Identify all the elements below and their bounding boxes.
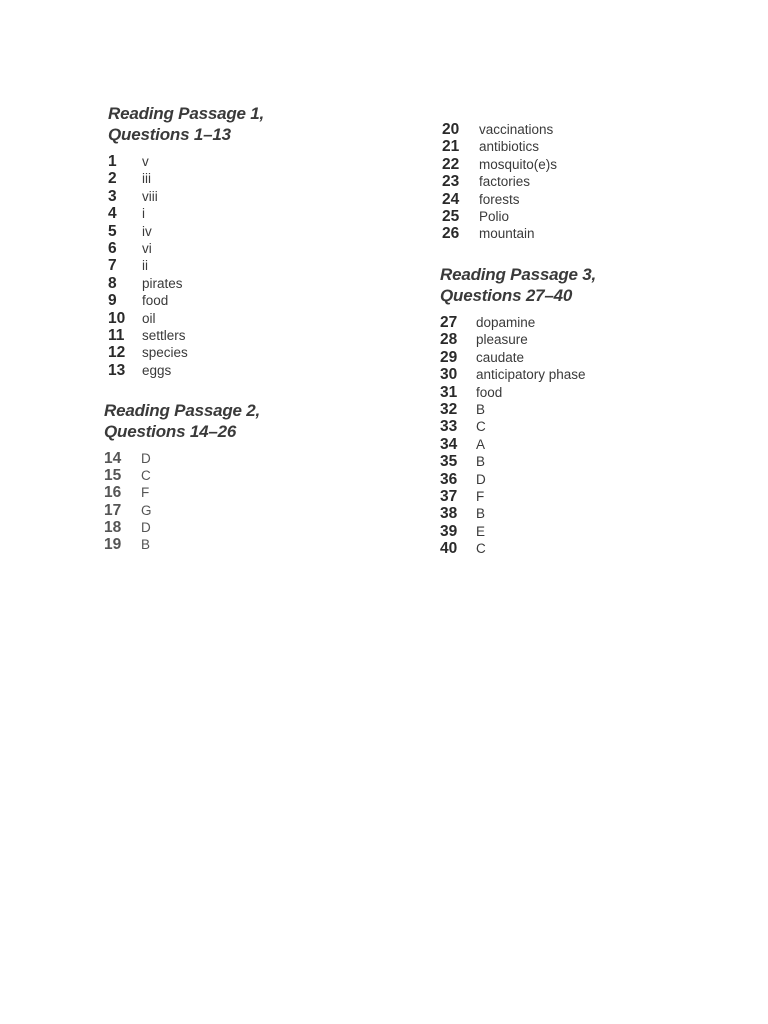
question-number: 19 [104,535,122,553]
answer-row [104,519,260,536]
answer-text: F [476,488,485,504]
answer-text: ii [142,258,148,274]
question-number: 27 [440,314,458,331]
answer-row [440,505,596,522]
question-number: 11 [108,326,125,344]
answer-text: pirates [142,275,183,291]
question-number: 23 [442,173,460,191]
question-number: 14 [104,450,122,467]
question-number: 32 [440,400,458,418]
passage-1-section [108,103,264,379]
answer-text: mountain [479,226,535,242]
question-number: 22 [442,155,460,173]
question-number: 30 [440,366,458,384]
answer-row [442,138,557,155]
answer-text: B [476,454,486,470]
answer-text: caudate [476,349,525,365]
answer-text: food [476,384,503,400]
answer-row [440,418,596,435]
question-number: 16 [104,484,122,502]
answer-text: v [142,154,149,169]
answer-row [108,310,264,327]
answer-row [440,436,596,453]
answer-row [440,349,596,366]
question-number: 13 [108,361,126,379]
question-number: 34 [440,435,458,453]
question-number: 12 [108,344,126,362]
question-number: 24 [442,190,460,208]
answer-row [108,170,264,187]
answer-text: D [141,519,151,535]
answer-text: A [476,436,486,452]
answer-text: settlers [142,327,186,343]
passage-1-title: Reading Passage 1, [108,104,265,123]
answer-text: vi [142,240,152,256]
answer-text: factories [479,174,531,190]
answer-text: C [476,541,486,557]
question-number: 7 [108,257,117,275]
passage-2-heading [104,400,260,442]
answer-text: mosquito(e)s [479,156,558,172]
answer-text: E [476,523,486,539]
answer-text: B [476,506,486,522]
answer-text: food [142,293,169,309]
passage-1-subtitle: Questions 1–13 [108,125,231,144]
answer-row [440,401,596,418]
question-number: 33 [440,418,458,436]
answer-row [440,331,596,348]
question-number: 29 [440,348,458,366]
question-number: 38 [440,505,458,523]
answer-row [442,208,557,225]
answer-row [442,225,557,242]
answer-row [104,450,260,467]
question-number: 2 [108,170,117,188]
answer-text: iv [142,223,152,239]
answer-row [108,240,264,257]
question-number: 8 [108,274,117,292]
answer-text: B [476,401,486,417]
question-number: 18 [104,518,122,536]
question-number: 15 [104,467,122,485]
answer-text: eggs [142,362,172,378]
question-number: 21 [442,138,460,156]
answer-row [104,536,260,553]
answer-text: pleasure [476,332,528,348]
answer-row [108,362,264,379]
question-number: 39 [440,522,458,540]
question-number: 31 [440,383,458,401]
passage-3-heading [440,264,596,306]
answer-text: iii [142,171,151,187]
answer-row [108,292,264,309]
answer-text: D [141,451,151,466]
answer-row [440,384,596,401]
passage-2-answer-list [104,450,260,553]
question-number: 35 [440,453,458,471]
answer-row [442,121,557,138]
answer-row [440,366,596,383]
answer-row [108,257,264,274]
question-number: 37 [440,487,458,505]
passage-3-title: Reading Passage 3, [440,265,597,284]
question-number: 10 [108,309,126,327]
answer-text: anticipatory phase [476,367,586,383]
passage-3-answer-list [440,314,596,557]
question-number: 26 [442,225,460,243]
answer-row [440,523,596,540]
passage-1-heading [108,103,264,145]
answer-row [442,156,557,173]
answer-text: C [476,419,486,435]
question-number: 9 [108,292,117,310]
answer-row [108,275,264,292]
answer-row [108,344,264,361]
answer-text: antibiotics [479,139,540,155]
answer-row [104,467,260,484]
question-number: 36 [440,470,458,488]
answer-row [442,173,557,190]
answer-text: i [142,206,145,222]
answer-text: oil [142,310,156,326]
answer-row [108,153,264,170]
answer-row [104,484,260,501]
question-number: 1 [108,153,117,170]
answer-row [108,327,264,344]
answer-row [440,471,596,488]
answer-text: D [476,471,486,487]
answer-text: Polio [479,208,510,224]
answer-text: forests [479,191,520,207]
answer-row [108,205,264,222]
answer-text: vaccinations [479,122,554,137]
answer-text: viii [142,188,158,204]
passage-3-section [440,264,596,557]
question-number: 40 [440,540,458,558]
passage-2-subtitle: Questions 14–26 [104,422,237,441]
answer-row [440,540,596,557]
answer-row [442,191,557,208]
answer-text: B [141,536,151,552]
answer-row [108,223,264,240]
answer-row [108,188,264,205]
passage-3-subtitle: Questions 27–40 [440,286,573,305]
answer-text: F [141,485,150,501]
question-number: 25 [442,207,460,225]
passage-2-continued-answer-list [442,121,557,243]
question-number: 6 [108,239,117,257]
question-number: 28 [440,331,458,349]
passage-1-answer-list [108,153,264,379]
answer-text: species [142,345,188,361]
answer-row [104,502,260,519]
question-number: 5 [108,222,117,240]
answer-text: C [141,468,151,484]
question-number: 20 [442,121,460,138]
passage-2-continued-section [442,121,557,243]
answer-row [440,314,596,331]
passage-2-title: Reading Passage 2, [104,401,261,420]
answer-text: G [141,502,152,518]
passage-2-section [104,400,260,553]
answer-row [440,488,596,505]
answer-row [440,453,596,470]
question-number: 3 [108,187,117,205]
question-number: 4 [108,205,117,223]
answer-text: dopamine [476,315,536,330]
question-number: 17 [104,501,122,519]
